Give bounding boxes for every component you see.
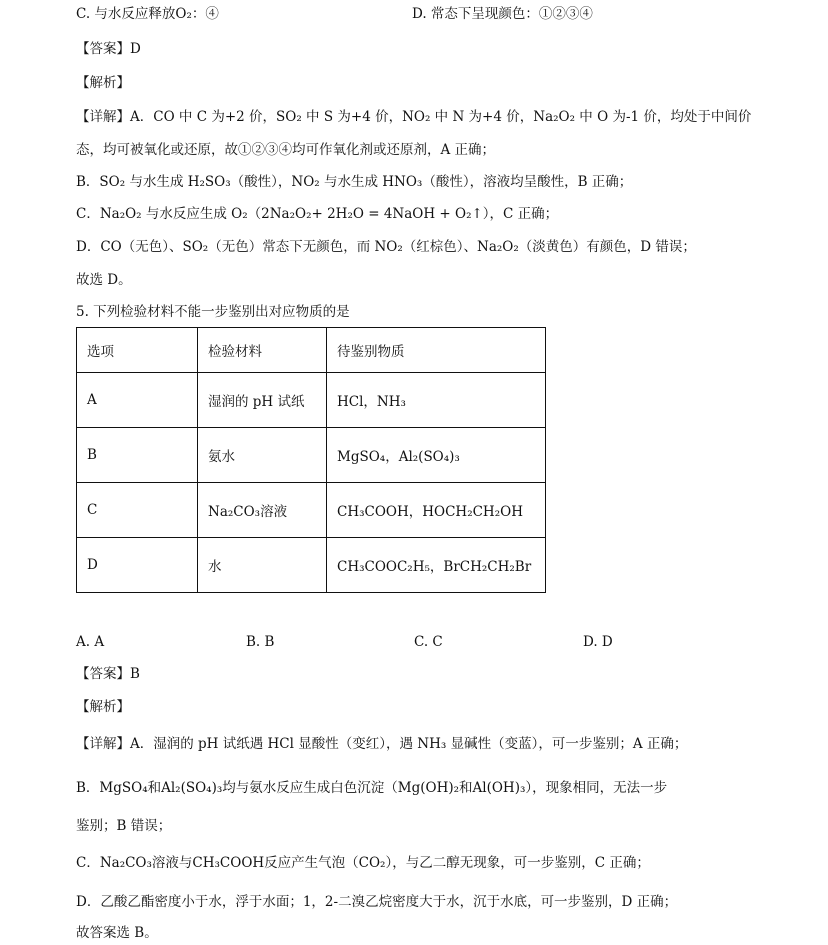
q5-conclusion: 故答案选 B。 [76, 925, 158, 941]
table-cell-option: C [77, 483, 198, 538]
table-cell-material: 水 [198, 538, 327, 593]
table-header-cell: 待鉴别物质 [327, 328, 546, 373]
table-cell-substances: MgSO₄，Al₂(SO₄)₃ [327, 428, 546, 483]
table-row [77, 538, 546, 593]
prev-options-row [76, 4, 796, 24]
q5-detail-c: C．Na₂CO₃溶液与CH₃COOH反应产生气泡（CO₂），与乙二醇无现象，可一步鉴别，C 正确； [76, 855, 650, 871]
q4-answer: 【答案】D [76, 41, 141, 57]
q5-detail-b-line2: 鉴别；B 错误； [76, 818, 172, 834]
table-cell-option: B [77, 428, 198, 483]
q5-option-a: A. A [76, 634, 105, 650]
q5-options-row [76, 632, 796, 652]
table-cell-material: 氨水 [198, 428, 327, 483]
q5-detail-d: D．乙酸乙酯密度小于水，浮于水面；1，2-二溴乙烷密度大于水，沉于水底，可一步鉴别，D 正确； [76, 894, 678, 910]
table-header-cell: 检验材料 [198, 328, 327, 373]
q5-stem: 5. 下列检验材料不能一步鉴别出对应物质的是 [76, 304, 350, 320]
table-cell-material: 湿润的 pH 试纸 [198, 373, 327, 428]
q5-answer: 【答案】B [76, 666, 140, 682]
q4-detail-b: B．SO₂ 与水生成 H₂SO₃（酸性），NO₂ 与水生成 HNO₃（酸性），溶液均呈酸性，B 正确； [76, 174, 633, 190]
q5-detail-b-line1: B．MgSO₄和Al₂(SO₄)₃均与氨水反应生成白色沉淀（Mg(OH)₂和Al(OH)₃），现象相同，无法一步 [76, 780, 668, 796]
q5-option-d: D. D [583, 634, 613, 650]
table-row [77, 428, 546, 483]
q5-detail-a: 【详解】A．湿润的 pH 试纸遇 HCl 显酸性（变红），遇 NH₃ 显碱性（变蓝），可一步鉴别；A 正确； [76, 736, 688, 752]
q4-detail-a-line1: 【详解】A．CO 中 C 为+2 价，SO₂ 中 S 为+4 价，NO₂ 中 N 为+4 价，Na₂O₂ 中 O 为-1 价，均处于中间价 [76, 109, 752, 125]
q4-detail-a-line2: 态，均可被氧化或还原，故①②③④均可作氧化剂或还原剂，A 正确； [76, 142, 496, 158]
q4-analysis-heading: 【解析】 [76, 75, 130, 91]
table-row [77, 483, 546, 538]
prev-option-c: C. 与水反应释放O₂：④ [76, 6, 219, 22]
table-cell-substances: HCl，NH₃ [327, 373, 546, 428]
q4-detail-c: C．Na₂O₂ 与水反应生成 O₂（2Na₂O₂+ 2H₂O = 4NaOH + O₂↑），C 正确； [76, 206, 559, 222]
q5-option-b: B. B [246, 634, 275, 650]
prev-option-d: D. 常态下呈现颜色：①②③④ [412, 6, 593, 22]
q5-table [76, 327, 546, 593]
q5-analysis-heading: 【解析】 [76, 699, 130, 715]
table-cell-option: A [77, 373, 198, 428]
table-cell-substances: CH₃COOC₂H₅，BrCH₂CH₂Br [327, 538, 546, 593]
q5-option-c: C. C [414, 634, 443, 650]
table-row [77, 373, 546, 428]
table-cell-substances: CH₃COOH，HOCH₂CH₂OH [327, 483, 546, 538]
q4-conclusion: 故选 D。 [76, 272, 132, 288]
table-header-cell: 选项 [77, 328, 198, 373]
table-cell-material: Na₂CO₃溶液 [198, 483, 327, 538]
q4-detail-d: D．CO（无色）、SO₂（无色）常态下无颜色，而 NO₂（红棕色）、Na₂O₂（淡黄色）有颜色，D 错误； [76, 239, 696, 255]
table-header-row [77, 328, 546, 373]
table-cell-option: D [77, 538, 198, 593]
